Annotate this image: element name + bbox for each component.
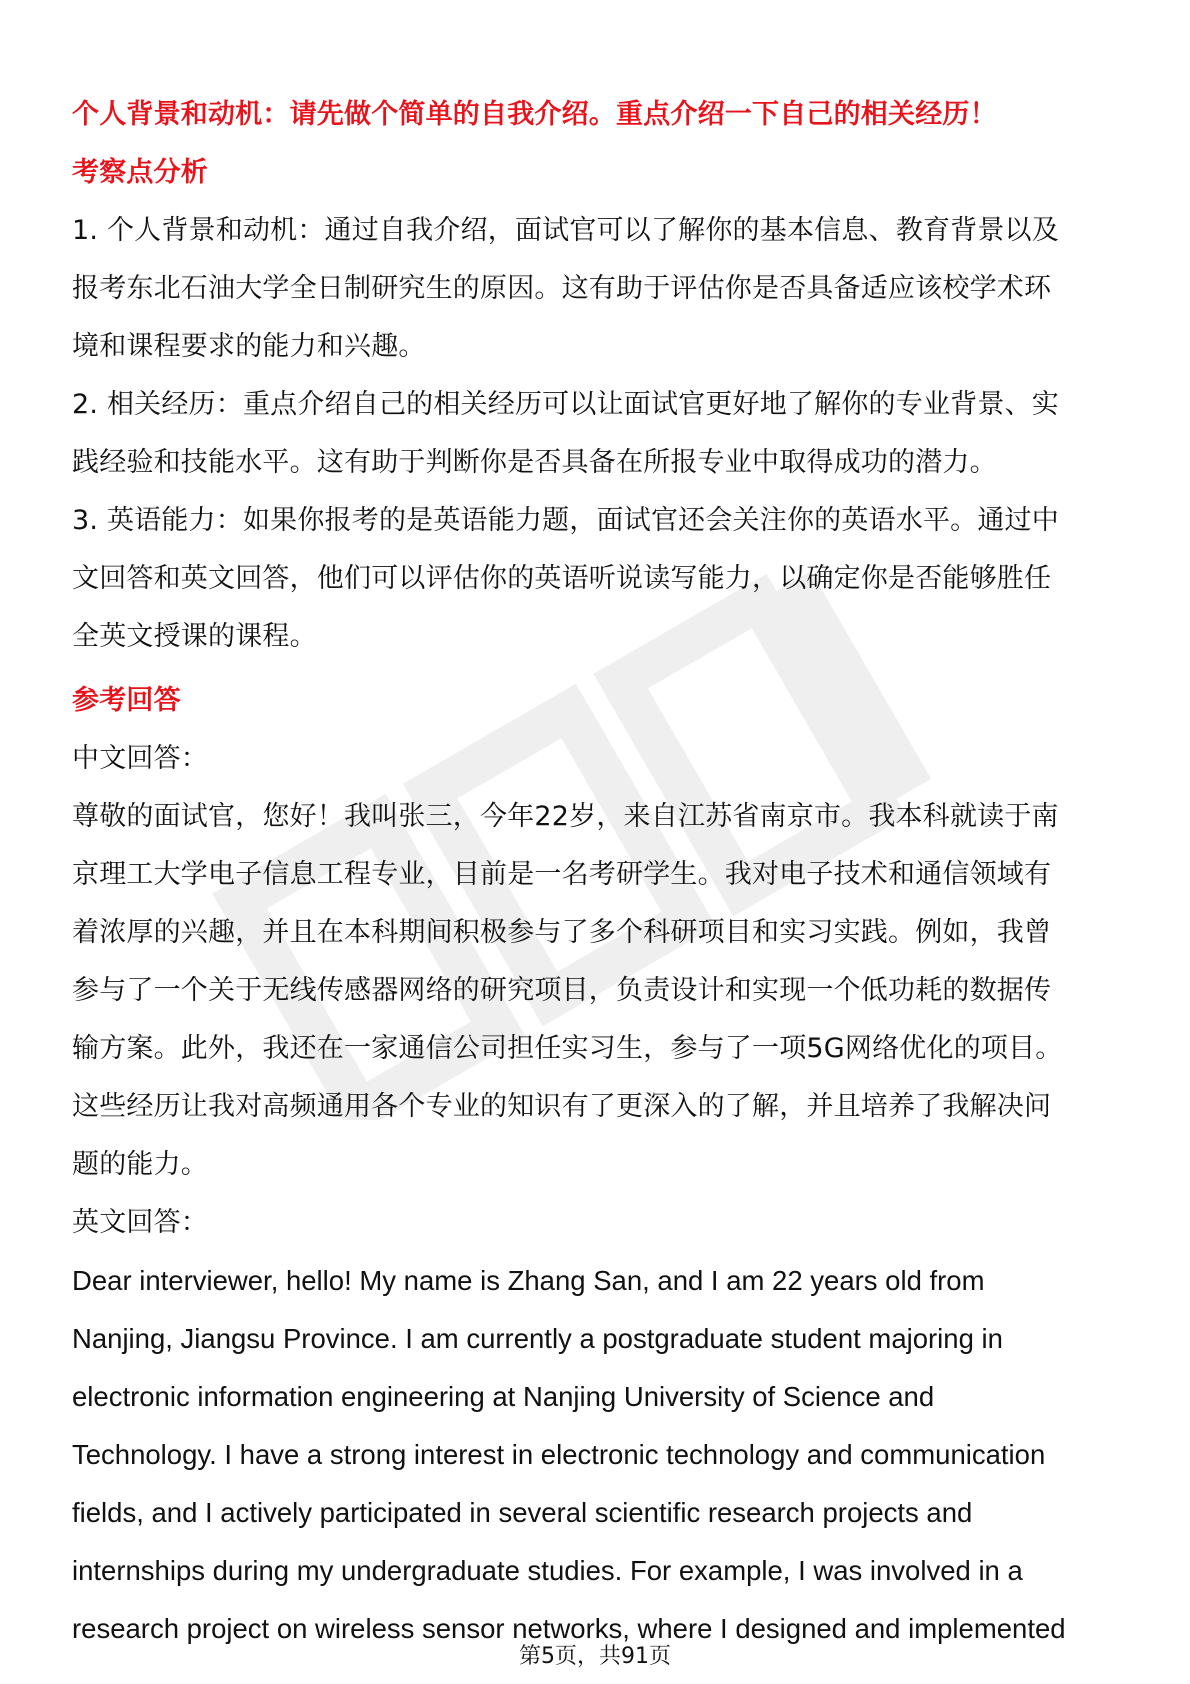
- chinese-answer-line: 京理工大学电子信息工程专业，目前是一名考研学生。我对电子技术和通信领域有: [72, 859, 1052, 890]
- english-answer-line: Nanjing, Jiangsu Province. I am currently a postgraduate student majoring in: [72, 1323, 1003, 1354]
- chinese-answer-line: 输方案。此外，我还在一家通信公司担任实习生，参与了一项5G网络优化的项目。: [72, 1033, 1063, 1064]
- english-answer-line: Dear interviewer, hello! My name is Zhang San, and I am 22 years old from: [72, 1265, 985, 1296]
- chinese-answer: [72, 788, 1122, 1194]
- analysis-paragraphs: [72, 202, 1122, 666]
- english-answer-line: electronic information engineering at Nanjing University of Science and: [72, 1381, 935, 1412]
- analysis-line: 全英文授课的课程。: [72, 621, 317, 652]
- analysis-line: 报考东北石油大学全日制研究生的原因。这有助于评估你是否具备适应该校学术环: [72, 273, 1052, 304]
- english-answer-line: internships during my undergraduate studies. For example, I was involved in a: [72, 1555, 1023, 1586]
- analysis-line: 境和课程要求的能力和兴趣。: [72, 331, 426, 362]
- english-answer: [72, 1252, 1122, 1658]
- chinese-answer-line: 参与了一个关于无线传感器网络的研究项目，负责设计和实现一个低功耗的数据传: [72, 975, 1052, 1006]
- chinese-answer-label: 中文回答：: [72, 743, 208, 774]
- section-heading: 个人背景和动机：请先做个简单的自我介绍。重点介绍一下自己的相关经历！: [72, 99, 997, 130]
- analysis-heading: 考察点分析: [72, 157, 208, 188]
- english-answer-line: research project on wireless sensor networks, where I designed and implemented: [72, 1613, 1066, 1644]
- analysis-line: 2. 相关经历：重点介绍自己的相关经历可以让面试官更好地了解你的专业背景、实: [72, 389, 1059, 420]
- analysis-line: 文回答和英文回答，他们可以评估你的英语听说读写能力，以确定你是否能够胜任: [72, 563, 1052, 594]
- document-body: [72, 86, 1122, 1658]
- chinese-answer-line: 题的能力。: [72, 1149, 208, 1180]
- analysis-line: 3. 英语能力：如果你报考的是英语能力题，面试官还会关注你的英语水平。通过中: [72, 505, 1059, 536]
- analysis-line: 践经验和技能水平。这有助于判断你是否具备在所报专业中取得成功的潜力。: [72, 447, 997, 478]
- chinese-answer-line: 尊敬的面试官，您好！我叫张三，今年22岁，来自江苏省南京市。我本科就读于南: [72, 801, 1059, 832]
- reference-heading: 参考回答: [72, 685, 181, 716]
- analysis-line: 1. 个人背景和动机：通过自我介绍，面试官可以了解你的基本信息、教育背景以及: [72, 215, 1059, 246]
- page-number: 第5页，共91页: [519, 1644, 671, 1669]
- chinese-answer-line: 这些经历让我对高频通用各个专业的知识有了更深入的了解，并且培养了我解决问: [72, 1091, 1052, 1122]
- english-answer-label: 英文回答：: [72, 1207, 208, 1238]
- english-answer-line: Technology. I have a strong interest in electronic technology and communication: [72, 1439, 1046, 1470]
- english-answer-line: fields, and I actively participated in several scientific research projects and: [72, 1497, 973, 1528]
- chinese-answer-line: 着浓厚的兴趣，并且在本科期间积极参与了多个科研项目和实习实践。例如，我曾: [72, 917, 1052, 948]
